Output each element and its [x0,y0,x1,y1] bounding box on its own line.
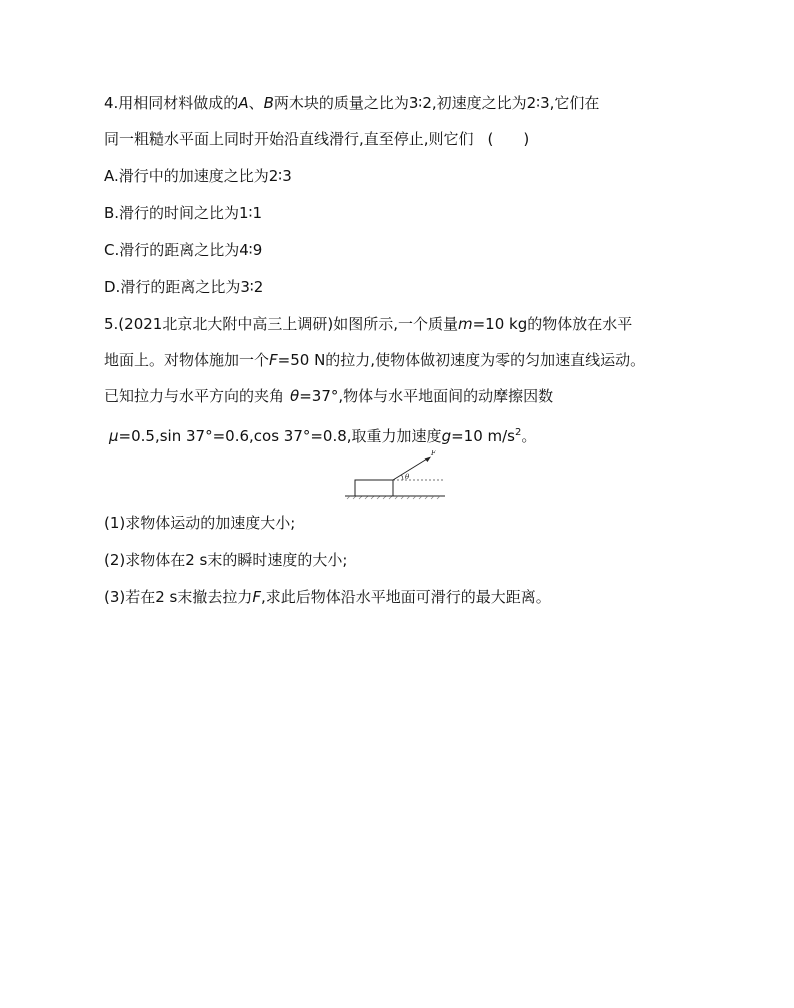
q4-stem-separator: 、 [248,94,264,112]
q5-stem-line-3 [104,386,553,406]
force-diagram [345,450,445,500]
q4-stem-line-1 [104,93,599,113]
angle-label: θ [405,473,410,481]
q4-stem-text: 同一粗糙水平面上同时开始沿直线滑行,直至停止,则它们 [104,130,474,148]
mu-symbol: μ [109,427,119,445]
q5-sub-3-text: ,求此后物体沿水平地面可滑行的最大距离。 [261,588,551,606]
q5-stem-text: 。 [521,427,537,445]
q4-stem-line-2 [104,129,529,149]
force-symbol: F [252,588,262,606]
exponent: 2 [515,427,522,438]
q5-sub-1: (1)求物体运动的加速度大小; [104,514,296,532]
q5-stem-line-2 [104,350,645,370]
q5-stem-text: =10 kg的物体放在水平 [472,315,633,333]
q5-stem-text: =0.5,sin 37°=0.6,cos 37°=0.8,取重力加速度 [118,427,442,445]
q5-sub-2: (2)求物体在2 s末的瞬时速度的大小; [104,551,348,569]
q4-option-a: A.滑行中的加速度之比为2∶3 [104,167,292,185]
q5-stem-text: 地面上。对物体施加一个 [104,351,270,369]
q5-stem-text: =50 N的拉力,使物体做初速度为零的匀加速直线运动。 [277,351,646,369]
q5-stem-text: 已知拉力与水平方向的夹角 [104,387,285,405]
q4-option-d: D.滑行的距离之比为3∶2 [104,278,264,296]
answer-blank: ( ) [487,130,530,148]
angle-arc [402,475,404,480]
angle-symbol: θ [290,387,300,405]
force-arrow-head [425,457,432,463]
q5-stem-line-4 [109,423,536,446]
q5-sub-3 [104,587,551,607]
force-symbol: F [269,351,278,369]
block-a-label: A [238,94,249,112]
force-arrow-shaft [393,459,427,480]
q4-option-c: C.滑行的距离之比为4∶9 [104,241,263,259]
q5-stem-text: =37°,物体与水平地面间的动摩擦因数 [299,387,554,405]
block [355,480,393,496]
force-label: F [431,450,436,457]
q4-stem-text: 4.用相同材料做成的 [104,94,239,112]
q4-stem-text: 两木块的质量之比为3∶2,初速度之比为2∶3,它们在 [273,94,600,112]
q5-sub-3-text: (3)若在2 s末撤去拉力 [104,588,253,606]
q5-stem-text: 5.(2021北京北大附中高三上调研)如图所示,一个质量 [104,315,458,333]
gravity-symbol: g [441,427,452,445]
q5-stem-line-1 [104,314,632,334]
q5-stem-text: =10 m/s [451,427,515,445]
q4-option-b: B.滑行的时间之比为1∶1 [104,204,263,222]
mass-symbol: m [457,315,473,333]
block-b-label: B [263,94,274,112]
